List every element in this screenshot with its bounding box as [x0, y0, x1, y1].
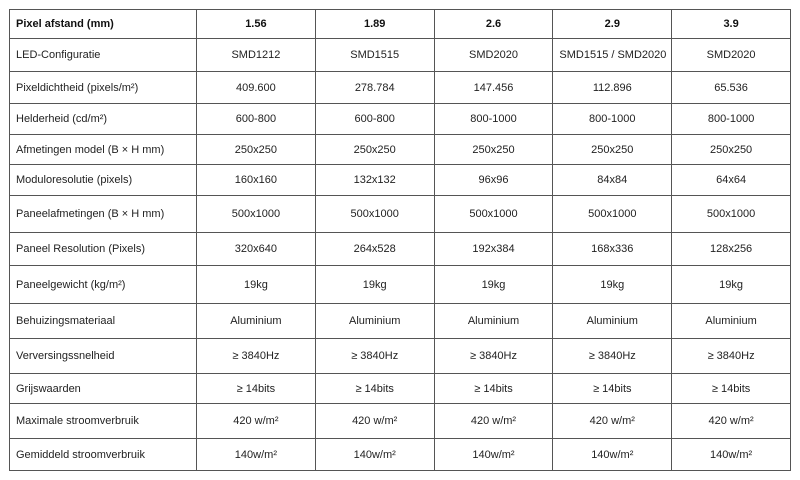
table-cell: SMD1515 [315, 39, 434, 72]
table-row [10, 266, 791, 304]
table-cell: 19kg [553, 266, 672, 304]
table-cell: ≥ 14bits [197, 374, 316, 404]
table-row [10, 233, 791, 266]
table-cell: 112.896 [553, 72, 672, 104]
row-label: Paneelafmetingen (B × H mm) [10, 196, 197, 233]
table-row [10, 135, 791, 165]
table-cell: ≥ 3840Hz [434, 339, 553, 374]
row-label: LED-Configuratie [10, 39, 197, 72]
table-row [10, 339, 791, 374]
table-row [10, 439, 791, 471]
table-row [10, 196, 791, 233]
table-cell: ≥ 14bits [434, 374, 553, 404]
table-cell: 420 w/m² [197, 404, 316, 439]
table-cell: SMD2020 [672, 39, 791, 72]
row-label: Gemiddeld stroomverbruik [10, 439, 197, 471]
column-header: 2.9 [553, 10, 672, 39]
table-cell: 250x250 [434, 135, 553, 165]
row-label: Maximale stroomverbruik [10, 404, 197, 439]
column-header: 1.89 [315, 10, 434, 39]
table-cell: 140w/m² [315, 439, 434, 471]
table-row [10, 165, 791, 196]
row-label: Grijswaarden [10, 374, 197, 404]
table-cell: 84x84 [553, 165, 672, 196]
table-cell: 500x1000 [434, 196, 553, 233]
row-label: Verversingssnelheid [10, 339, 197, 374]
table-cell: ≥ 14bits [553, 374, 672, 404]
table-cell: 19kg [197, 266, 316, 304]
table-cell: ≥ 14bits [315, 374, 434, 404]
table-cell: 500x1000 [672, 196, 791, 233]
table-cell: 800-1000 [672, 104, 791, 135]
table-cell: 500x1000 [315, 196, 434, 233]
table-cell: 420 w/m² [434, 404, 553, 439]
table-row [10, 304, 791, 339]
table-cell: ≥ 3840Hz [315, 339, 434, 374]
table-cell: SMD1515 / SMD2020 [553, 39, 672, 72]
table-cell: 500x1000 [553, 196, 672, 233]
table-cell: Aluminium [197, 304, 316, 339]
table-cell: 800-1000 [553, 104, 672, 135]
header-label: Pixel afstand (mm) [10, 10, 197, 39]
table-cell: 168x336 [553, 233, 672, 266]
table-cell: 96x96 [434, 165, 553, 196]
table-cell: 420 w/m² [672, 404, 791, 439]
table-cell: 600-800 [197, 104, 316, 135]
column-header: 2.6 [434, 10, 553, 39]
table-cell: ≥ 14bits [672, 374, 791, 404]
column-header: 3.9 [672, 10, 791, 39]
table-row [10, 39, 791, 72]
table-cell: 420 w/m² [553, 404, 672, 439]
table-header-row [10, 10, 791, 39]
table-cell: ≥ 3840Hz [197, 339, 316, 374]
table-cell: 250x250 [553, 135, 672, 165]
row-label: Paneel Resolution (Pixels) [10, 233, 197, 266]
table-cell: 264x528 [315, 233, 434, 266]
row-label: Pixeldichtheid (pixels/m²) [10, 72, 197, 104]
table-cell: 250x250 [672, 135, 791, 165]
table-cell: 409.600 [197, 72, 316, 104]
spec-table-container [9, 9, 791, 471]
table-row [10, 104, 791, 135]
table-cell: 128x256 [672, 233, 791, 266]
table-cell: Aluminium [315, 304, 434, 339]
table-cell: ≥ 3840Hz [672, 339, 791, 374]
table-cell: 132x132 [315, 165, 434, 196]
table-cell: Aluminium [553, 304, 672, 339]
column-header: 1.56 [197, 10, 316, 39]
table-cell: 250x250 [197, 135, 316, 165]
row-label: Helderheid (cd/m²) [10, 104, 197, 135]
row-label: Behuizingsmateriaal [10, 304, 197, 339]
table-cell: 420 w/m² [315, 404, 434, 439]
table-cell: 19kg [672, 266, 791, 304]
table-row [10, 404, 791, 439]
table-cell: 278.784 [315, 72, 434, 104]
table-row [10, 72, 791, 104]
table-cell: 140w/m² [553, 439, 672, 471]
table-cell: ≥ 3840Hz [553, 339, 672, 374]
table-cell: 140w/m² [434, 439, 553, 471]
table-cell: 320x640 [197, 233, 316, 266]
table-cell: 192x384 [434, 233, 553, 266]
table-cell: 140w/m² [197, 439, 316, 471]
table-cell: Aluminium [434, 304, 553, 339]
table-cell: 19kg [434, 266, 553, 304]
row-label: Afmetingen model (B × H mm) [10, 135, 197, 165]
table-cell: 500x1000 [197, 196, 316, 233]
table-cell: 147.456 [434, 72, 553, 104]
row-label: Moduloresolutie (pixels) [10, 165, 197, 196]
spec-table [9, 9, 791, 471]
table-cell: Aluminium [672, 304, 791, 339]
table-cell: 800-1000 [434, 104, 553, 135]
table-cell: 250x250 [315, 135, 434, 165]
table-cell: 600-800 [315, 104, 434, 135]
row-label: Paneelgewicht (kg/m²) [10, 266, 197, 304]
table-cell: 65.536 [672, 72, 791, 104]
table-cell: 160x160 [197, 165, 316, 196]
table-cell: SMD1212 [197, 39, 316, 72]
table-cell: 19kg [315, 266, 434, 304]
table-cell: 140w/m² [672, 439, 791, 471]
table-row [10, 374, 791, 404]
table-cell: 64x64 [672, 165, 791, 196]
table-cell: SMD2020 [434, 39, 553, 72]
